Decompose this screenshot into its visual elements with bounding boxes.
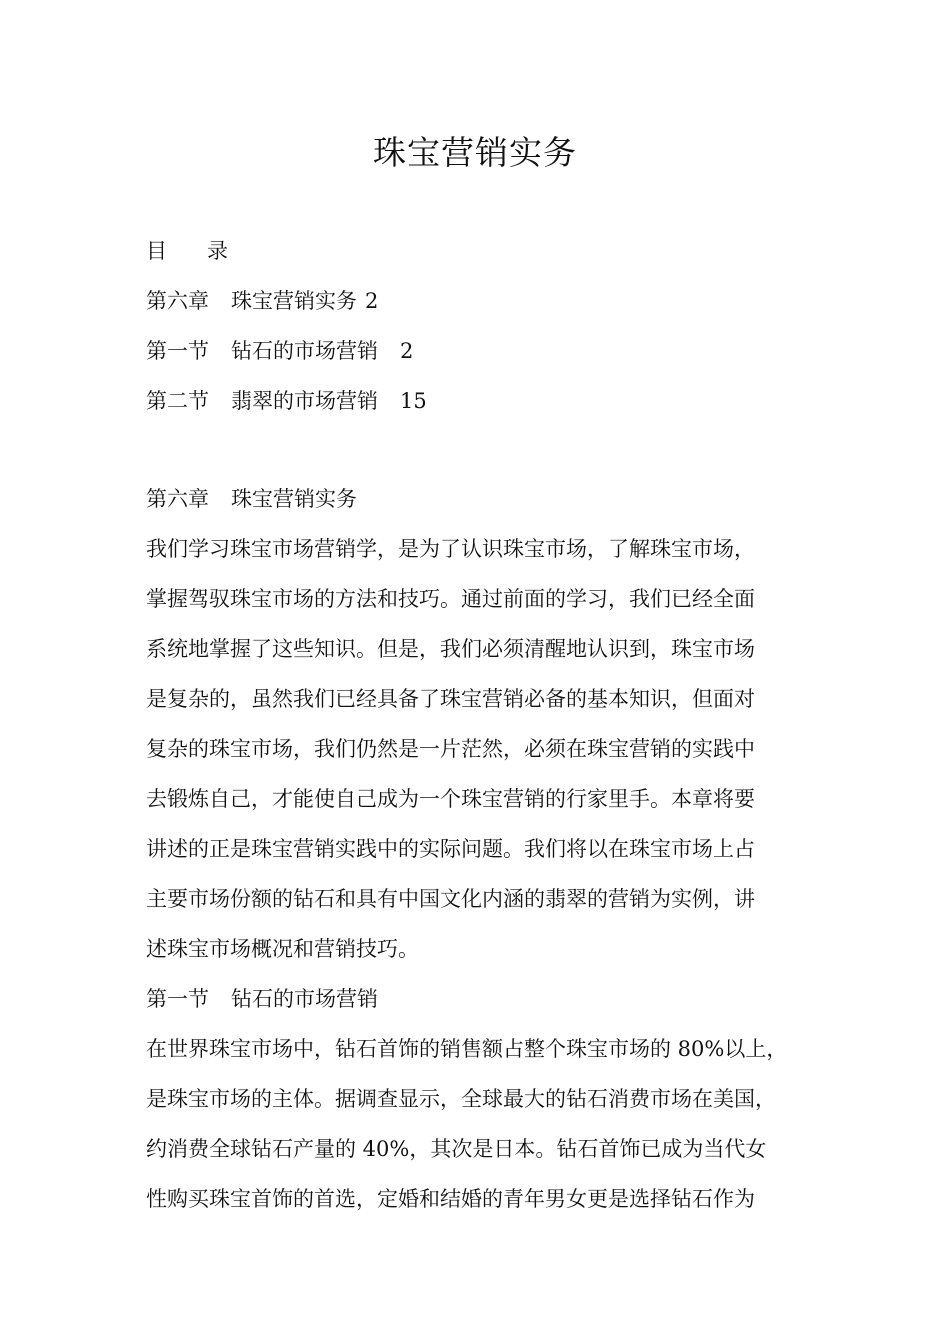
section-title: 钻石的市场营销: [231, 987, 378, 1011]
paragraph-line: 复杂的珠宝市场，我们仍然是一片茫然，必须在珠宝营销的实践中: [146, 737, 755, 761]
toc-entry-label: 第二节: [146, 389, 209, 413]
chapter-heading: [146, 484, 846, 514]
paragraph-line: 掌握驾驭珠宝市场的方法和技巧。通过前面的学习，我们已经全面: [146, 587, 755, 611]
toc-entry-page: 2: [365, 289, 379, 313]
document-title: 珠宝营销实务: [373, 133, 577, 172]
paragraph-line: 系统地掌握了这些知识。但是，我们必须清醒地认识到，珠宝市场: [146, 637, 755, 661]
chapter-title: 珠宝营销实务: [231, 487, 357, 511]
section-heading: [146, 984, 846, 1014]
paragraph-line: 我们学习珠宝市场营销学，是为了认识珠宝市场，了解珠宝市场，: [146, 537, 755, 561]
paragraph-line: 性购买珠宝首饰的首选，定婚和结婚的青年男女更是选择钻石作为: [146, 1187, 755, 1211]
toc-heading: [146, 236, 846, 266]
toc-entry-page: 2: [400, 339, 414, 363]
paragraph-line: 在世界珠宝市场中，钻石首饰的销售额占整个珠宝市场的 80%以上，: [146, 1037, 788, 1061]
paragraph-line: 约消费全球钻石产量的 40%，其次是日本。钻石首饰已成为当代女: [146, 1137, 767, 1161]
toc-entry-label: 第六章: [146, 289, 209, 313]
toc-entry-title: 翡翠的市场营销: [231, 389, 378, 413]
toc-heading-left: 目: [146, 239, 167, 263]
paragraph-line: 述珠宝市场概况和营销技巧。: [146, 937, 419, 961]
toc-entry[interactable]: [146, 286, 846, 316]
paragraph-line: 是珠宝市场的主体。据调查显示，全球最大的钻石消费市场在美国，: [146, 1087, 776, 1111]
toc-entry-page: 15: [400, 389, 427, 413]
paragraph-line: 是复杂的，虽然我们已经具备了珠宝营销必备的基本知识，但面对: [146, 687, 755, 711]
paragraph-line: 去锻炼自己，才能使自己成为一个珠宝营销的行家里手。本章将要: [146, 787, 755, 811]
paragraph-line: 主要市场份额的钻石和具有中国文化内涵的翡翠的营销为实例，讲: [146, 887, 755, 911]
toc-entry-title: 钻石的市场营销: [231, 339, 378, 363]
toc-entry-label: 第一节: [146, 339, 209, 363]
toc-heading-right: 录: [207, 239, 228, 263]
paragraph-line: 讲述的正是珠宝营销实践中的实际问题。我们将以在珠宝市场上占: [146, 837, 755, 861]
toc-entry[interactable]: [146, 386, 846, 416]
section-label: 第一节: [146, 987, 209, 1011]
toc-entry[interactable]: [146, 336, 846, 366]
chapter-label: 第六章: [146, 487, 209, 511]
toc-entry-title: 珠宝营销实务: [231, 289, 357, 313]
